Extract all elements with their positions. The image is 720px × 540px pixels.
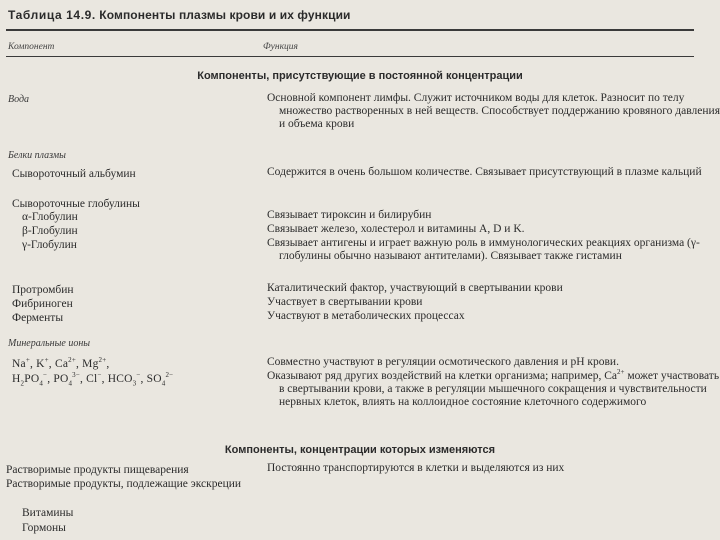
ions-line-1: Na+, K+, $Ca^{2+}$, $Mg^{2+}$, (12, 356, 110, 370)
enzymes-name: Ферменты (12, 312, 64, 324)
variable-function: Постоянно транспортируются в клетки и выделяются из них (267, 462, 565, 474)
water-function: Основной компонент лимфы. Служит источником воды для клеток. Разносит по телу множество растворенных в ней веществ. Способствует поддержанию кровяного давления и объема крови (267, 92, 720, 130)
table-number: Таблица 14.9. (8, 8, 96, 22)
albumin-function: Содержится в очень большом количестве. Связывает присутствующий в плазме кальций (267, 166, 702, 178)
gamma-globulin-name: γ-Глобулин (22, 239, 77, 251)
column-header-function: Функция (263, 42, 298, 52)
beta-globulin-function: Связывает железо, холестерол и витамины A, D и K. (267, 223, 525, 235)
gamma-globulin-function: Связывает антигены и играет важную роль в иммунологических реакциях организма (γ-глобулины обычно называют антителами). Связывает также гистамин (267, 237, 700, 262)
vitamins: Витамины (22, 507, 74, 519)
ions-function-1: Совместно участвуют в регуляции осмотического давления и pH крови. (267, 356, 619, 368)
ions-function-2: Оказывают ряд других воздействий на клетки организма; например, $Ca^{2+}$ может участвовать в свертывании крови, а также в регуляции мышечного сокращения и чувствительности нервных клеток, влиять на коллоидное состояние клеточного содержимого (267, 368, 720, 408)
section-constant: Компоненты, присутствующие в постоянной концентрации (197, 70, 523, 82)
prothrombin-name: Протромбин (12, 284, 74, 296)
enzymes-function: Участвуют в метаболических процессах (267, 310, 465, 322)
table-title-text: Компоненты плазмы крови и их функции (99, 8, 351, 22)
excretion-products: Растворимые продукты, подлежащие экскреции (6, 478, 242, 490)
category-ions: Минеральные ионы (8, 338, 91, 349)
category-water: Вода (8, 94, 30, 105)
alpha-globulin-name: α-Глобулин (22, 211, 78, 223)
prothrombin-function: Каталитический фактор, участвующий в свертывании крови (267, 282, 563, 294)
hormones: Гормоны (22, 522, 66, 534)
column-header-component: Компонент (8, 42, 55, 52)
globulins-name: Сывороточные глобулины (12, 198, 140, 210)
fibrinogen-name: Фибриноген (12, 298, 73, 310)
digestion-products: Растворимые продукты пищеварения (6, 464, 189, 476)
albumin-name: Сывороточный альбумин (12, 168, 136, 180)
category-proteins: Белки плазмы (8, 150, 66, 161)
beta-globulin-name: β-Глобулин (22, 225, 78, 237)
section-variable: Компоненты, концентрации которых изменяются (224, 444, 496, 456)
ions-line-2: $H_2PO_4^-$, $PO_4^{3-}$, Cl−, $HCO_3^-$, $SO_4^{2-}$ (12, 371, 174, 388)
header-rule (6, 56, 694, 57)
top-rule (6, 29, 694, 31)
table-title (8, 8, 351, 22)
fibrinogen-function: Участвует в свертывании крови (267, 296, 423, 308)
alpha-globulin-function: Связывает тироксин и билирубин (267, 209, 432, 221)
